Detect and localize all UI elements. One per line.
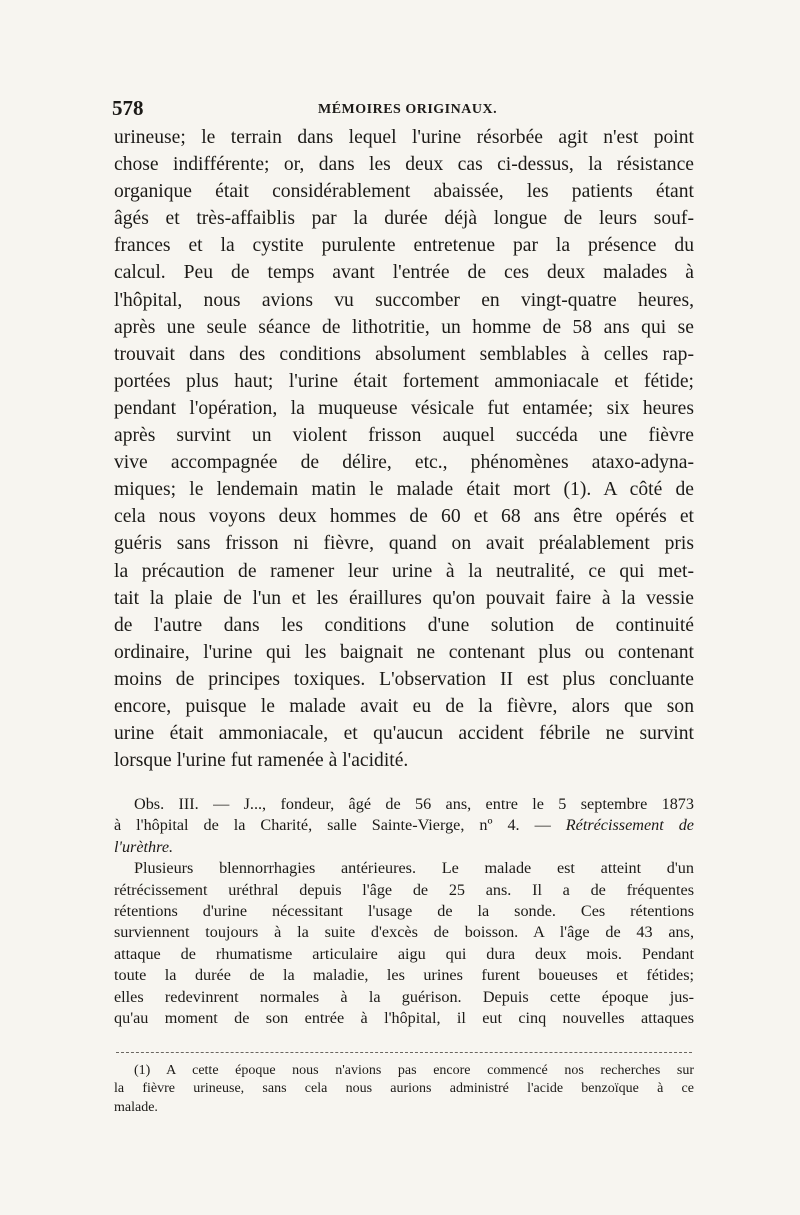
text-line: calcul. Peu de temps avant l'entrée de ces deux malades à bbox=[114, 262, 694, 284]
footnote bbox=[114, 1062, 694, 1117]
observation-heading: Obs. III. — J..., fondeur, âgé de 56 ans, entre le 5 septembre 1873 bbox=[134, 795, 694, 813]
text-line: urine était ammoniacale, et qu'aucun accident fébrile ne survint bbox=[114, 723, 694, 745]
text-line: vive accompagnée de délire, etc., phénomènes ataxo-adyna- bbox=[114, 452, 694, 474]
text-line: guéris sans frisson ni fièvre, quand on avait préalablement pris bbox=[114, 533, 694, 555]
text-line: chose indifférente; or, dans les deux cas ci-dessus, la résistance bbox=[114, 154, 694, 176]
text-line: surviennent toujours à la suite d'excès de boisson. A l'âge de 43 ans, bbox=[114, 923, 694, 942]
footnote-line: (1) A cette époque nous n'avions pas encore commencé nos recherches sur bbox=[134, 1063, 694, 1078]
text-line: portées plus haut; l'urine était fortement ammoniacale et fétide; bbox=[114, 370, 694, 392]
text-line: âgés et très-affaiblis par la durée déjà longue de leurs souf- bbox=[114, 208, 694, 230]
text-line: de l'autre dans les conditions d'une solution de continuité bbox=[114, 614, 694, 636]
footnote-line: malade. bbox=[114, 1099, 158, 1115]
text-line: trouvait dans des conditions absolument semblables à celles rap- bbox=[114, 343, 694, 365]
text-line: encore, puisque le malade avait eu de la fièvre, alors que son bbox=[114, 695, 694, 717]
main-paragraph bbox=[114, 124, 694, 774]
text-line: lorsque l'urine fut ramenée à l'acidité. bbox=[114, 750, 409, 772]
text-line: toute la durée de la maladie, les urines furent boueuses et fétides; bbox=[114, 966, 694, 985]
text-line: attaque de rhumatisme articulaire aigu qui dura deux mois. Pendant bbox=[114, 944, 694, 963]
footnote-line: la fièvre urineuse, sans cela nous aurions administré l'acide benzoïque à ce bbox=[114, 1081, 694, 1097]
text-line: après une seule séance de lithotritie, un homme de 58 ans qui se bbox=[114, 316, 694, 338]
text-line: moins de principes toxiques. L'observation II est plus concluante bbox=[114, 668, 694, 690]
observation-block bbox=[114, 794, 694, 1029]
running-head: MÉMOIRES ORIGINAUX. bbox=[318, 102, 498, 117]
text-line: cela nous voyons deux hommes de 60 et 68 ans être opérés et bbox=[114, 506, 694, 528]
text-line: organique était considérablement abaissée, les patients étant bbox=[114, 181, 694, 203]
text-line: frances et la cystite purulente entretenue par la présence du bbox=[114, 235, 694, 257]
text-line: l'hôpital, nous avions vu succomber en vingt-quatre heures, bbox=[114, 289, 694, 311]
text-line: pendant l'opération, la muqueuse vésicale fut entamée; six heures bbox=[114, 397, 694, 419]
text-line: miques; le lendemain matin le malade était mort (1). A côté de bbox=[114, 479, 694, 501]
observation-diagnosis-cont bbox=[114, 837, 694, 858]
text-line: qu'au moment de son entrée à l'hôpital, il eut cinq nouvelles attaques bbox=[114, 1009, 694, 1028]
observation-diagnosis: Rétrécissement de bbox=[565, 816, 694, 835]
text-line: ordinaire, l'urine qui les baignait ne contenant plus ou contenant bbox=[114, 641, 694, 663]
footnote-divider bbox=[116, 1052, 692, 1053]
text-line: après survint un violent frisson auquel succéda une fièvre bbox=[114, 425, 694, 447]
text-line: Plusieurs blennorrhagies antérieures. Le malade est atteint d'un bbox=[134, 859, 694, 878]
observation-diagnosis-end: l'urèthre. bbox=[114, 837, 174, 856]
page-header bbox=[112, 96, 694, 124]
text-line: urineuse; le terrain dans lequel l'urine résorbée agit n'est point bbox=[114, 127, 694, 148]
text-line: tait la plaie de l'un et les éraillures qu'on pouvait faire à la vessie bbox=[114, 587, 694, 609]
text-line: rétentions d'urine nécessitant l'usage de la sonde. Ces rétentions bbox=[114, 902, 694, 921]
text-line: elles redevinrent normales à la guérison. Depuis cette époque jus- bbox=[114, 987, 694, 1006]
observation-heading-cont bbox=[114, 815, 694, 836]
text-line: la précaution de ramener leur urine à la neutralité, ce qui met- bbox=[114, 560, 694, 582]
observation-ward: à l'hôpital de la Charité, salle Sainte-Vierge, nº 4. — bbox=[114, 816, 566, 835]
text-line: rétrécissement uréthral depuis l'âge de 25 ans. Il a de fréquentes bbox=[114, 880, 694, 899]
page-number: 578 bbox=[112, 96, 144, 120]
